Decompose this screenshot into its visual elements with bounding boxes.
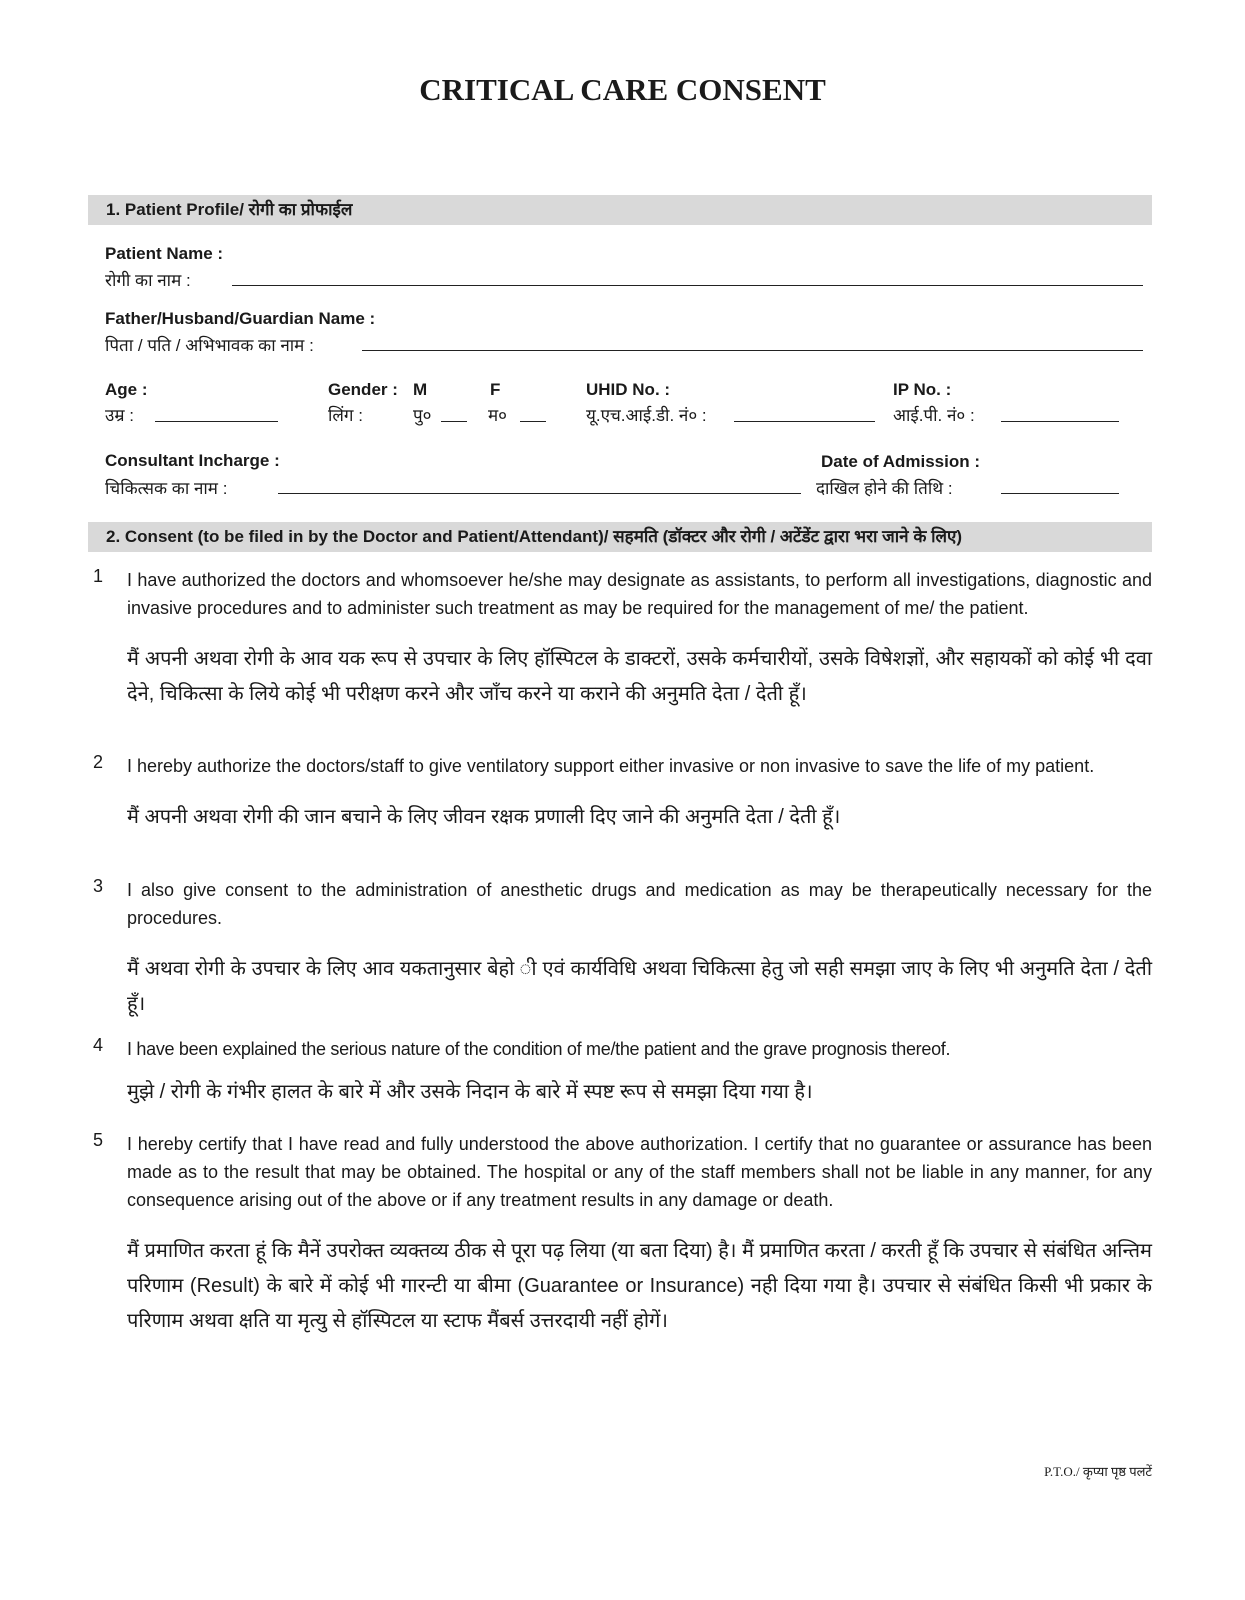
section-1-heading: 1. Patient Profile/ रोगी का प्रोफाईल	[88, 195, 1152, 225]
admission-date-hindi-label: दाखिल होने की तिथि :	[816, 479, 953, 498]
item-number: 5	[93, 1130, 104, 1150]
item-hindi-text: मैं अपनी अथवा रोगी के आव यक रूप से उपचार के लिए हॉस्पिटल के डाक्टरों, उसके कर्मचारीयों, उसके विषेशज्ञों, और सहायकों को कोई भी दवा देने, चिकित्सा के लिये कोई भी परीक्षण करने और जाँच करने या कराने की अनुमति देता / देती हूँ।	[127, 648, 1152, 705]
guardian-name-field[interactable]	[362, 350, 1143, 351]
patient-name-field[interactable]	[232, 285, 1143, 286]
item-english-text: I have been explained the serious nature of the condition of me/the patient and the grave prognosis thereof.	[127, 1039, 951, 1059]
gender-hindi-label: लिंग :	[328, 406, 363, 425]
guardian-name-hindi-label: पिता / पति / अभिभावक का नाम :	[105, 336, 314, 355]
age-field[interactable]	[155, 421, 278, 422]
consent-item-2	[88, 752, 1152, 835]
item-hindi-text: मैं प्रमाणित करता हूं कि मैनें उपरोक्त व्यक्तव्य ठीक से पूरा पढ़ लिया (या बता दिया) है। मैं प्रमाणित करता / करती हूँ कि उपचार से संबंधित अन्तिम परिणाम (Result) के बारे में कोई भी गारन्टी या बीमा (Guarantee or Insurance) नही दिया गया है। उपचार से संबंधित किसी भी प्रकार के परिणाम अथवा क्षति या मृत्यु से हॉस्पिटल या स्टाफ मैंबर्स उत्तरदायी नहीं होगें।	[127, 1240, 1152, 1332]
consent-item-1	[88, 566, 1152, 712]
consent-item-3	[88, 876, 1152, 1022]
gender-m-hindi: पु०	[413, 406, 432, 425]
gender-label: Gender :	[328, 380, 398, 399]
item-english-text: I have authorized the doctors and whomsoever he/she may designate as assistants, to perform all investigations, diagnostic and invasive procedures and to administer such treatment as may be required for the management of me/ the patient.	[127, 570, 1152, 618]
gender-m-label: M	[413, 380, 428, 399]
item-number: 3	[93, 876, 104, 896]
uhid-hindi-label: यू.एच.आई.डी. नं० :	[586, 406, 707, 425]
gender-female-field[interactable]	[520, 421, 546, 422]
age-label: Age :	[105, 380, 148, 399]
item-english-text: I hereby certify that I have read and fully understood the above authorization. I certify that no guarantee or assurance has been made as to the result that may be obtained. The hospital or any of the staff members shall not be liable in any manner, for any consequence arising out of the above or if any treatment results in any damage or death.	[127, 1134, 1152, 1210]
age-hindi-label: उम्र :	[105, 406, 134, 425]
item-number: 1	[93, 566, 104, 586]
uhid-label: UHID No. :	[586, 380, 671, 399]
item-hindi-text: मैं अथवा रोगी के उपचार के लिए आव यकतानुसार बेहो ी एवं कार्यविधि अथवा चिकित्सा हेतु जो सही समझा जाए के लिए भी अनुमति देता / देती हूँ।	[127, 958, 1152, 1015]
item-hindi-text: मुझे / रोगी के गंभीर हालत के बारे में और उसके निदान के बारे में स्पष्ट रूप से समझा दिया गया है।	[127, 1081, 813, 1103]
ip-label: IP No. :	[893, 380, 952, 399]
admission-date-field[interactable]	[1001, 493, 1119, 494]
uhid-field[interactable]	[734, 421, 875, 422]
gender-male-field[interactable]	[441, 421, 467, 422]
form-title: CRITICAL CARE CONSENT	[419, 72, 826, 107]
consultant-hindi-label: चिकित्सक का नाम :	[105, 479, 228, 498]
item-english-text: I hereby authorize the doctors/staff to give ventilatory support either invasive or non invasive to save the life of my patient.	[127, 756, 1095, 776]
gender-f-hindi: म०	[488, 406, 508, 425]
gender-f-label: F	[490, 380, 501, 399]
item-english-text: I also give consent to the administration of anesthetic drugs and medication as may be therapeutically necessary for the procedures.	[127, 880, 1152, 928]
item-number: 2	[93, 752, 104, 772]
consent-item-5	[88, 1130, 1152, 1339]
consultant-label: Consultant Incharge :	[105, 451, 280, 470]
item-hindi-text: मैं अपनी अथवा रोगी की जान बचाने के लिए जीवन रक्षक प्रणाली दिए जाने की अनुमति देता / देती हूँ।	[127, 806, 841, 828]
section-2-heading: 2. Consent (to be filed in by the Doctor and Patient/Attendant)/ सहमति (डॉक्टर और रोगी / अटेंडेंट द्वारा भरा जाने के लिए)	[88, 522, 1152, 552]
guardian-name-label: Father/Husband/Guardian Name :	[105, 309, 376, 328]
consent-item-4	[88, 1035, 1152, 1110]
patient-name-label: Patient Name :	[105, 244, 224, 263]
ip-hindi-label: आई.पी. नं० :	[893, 406, 975, 425]
consultant-field[interactable]	[278, 493, 801, 494]
ip-field[interactable]	[1001, 421, 1119, 422]
item-number: 4	[93, 1035, 104, 1055]
patient-name-hindi-label: रोगी का नाम :	[105, 271, 191, 290]
admission-date-label: Date of Admission :	[821, 452, 980, 471]
page-turn-note: P.T.O./ कृप्या पृष्ठ पलटें	[1044, 1464, 1152, 1479]
